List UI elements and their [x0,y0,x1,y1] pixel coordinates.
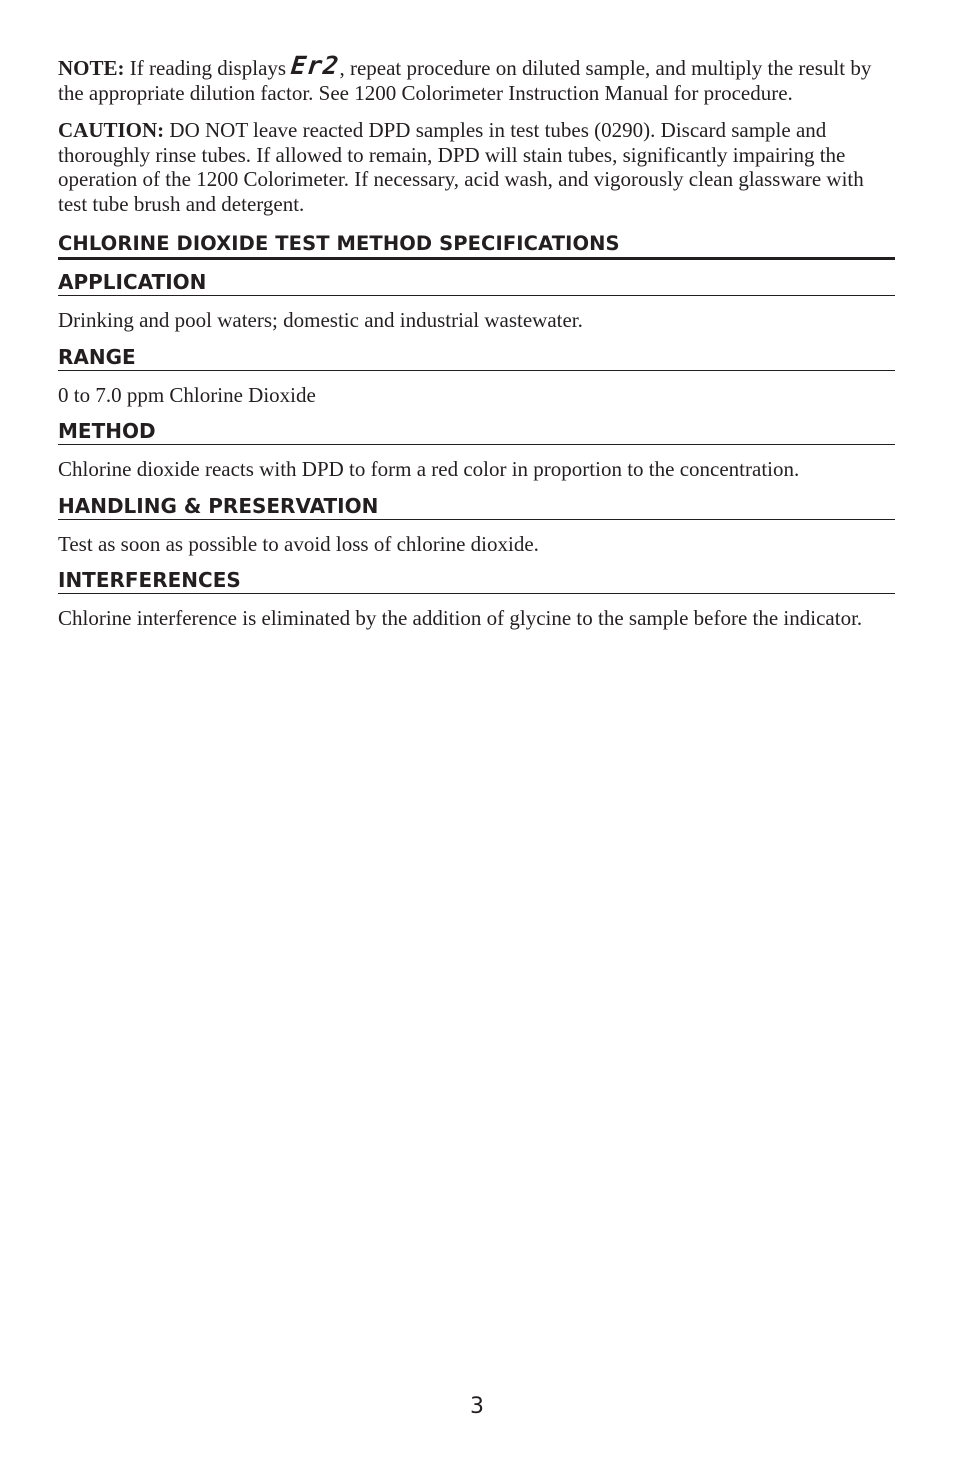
section-heading: METHOD [58,418,895,445]
section-heading: RANGE [58,344,895,371]
section-application [58,269,895,333]
note-text-after-code: , repeat procedure on diluted sample, and multiply the result by the appropriate dilution factor. See 1200 Colorimeter Instruction Manual for procedure. [58,56,872,105]
note-label: NOTE: [58,56,125,80]
section-range [58,344,895,408]
section-heading: APPLICATION [58,269,895,296]
section-heading: HANDLING & PRESERVATION [58,493,895,520]
section-handling-preservation [58,493,895,557]
page-number: 3 [470,1394,484,1419]
section-text: Drinking and pool waters; domestic and industrial wastewater. [58,308,583,332]
section-method [58,418,895,482]
caution-text: DO NOT leave reacted DPD samples in test tubes (0290). Discard sample and thoroughly rinse tubes. If allowed to remain, DPD will stain tubes, significantly impairing the operation of the 1200 Colorimeter. If necessary, acid wash, and vigorously clean glassware with test tube brush and detergent. [58,118,864,216]
caution-label: CAUTION: [58,118,165,142]
section-text: Test as soon as possible to avoid loss of chlorine dioxide. [58,531,539,556]
section-text: 0 to 7.0 ppm Chlorine Dioxide [58,382,316,407]
document-page [58,51,895,631]
caution-paragraph [58,118,895,216]
error-code-display: Er2 [289,51,342,80]
section-heading: INTERFERENCES [58,567,895,594]
section-interferences [58,567,895,631]
note-paragraph [58,51,895,105]
note-text-before-code: If reading displays [124,56,292,80]
section-text: Chlorine interference is eliminated by the addition of glycine to the sample before the indicator. [58,606,863,630]
specifications-title: CHLORINE DIOXIDE TEST METHOD SPECIFICATIONS [58,231,895,260]
section-text: Chlorine dioxide reacts with DPD to form a red color in proportion to the concentration. [58,457,800,481]
